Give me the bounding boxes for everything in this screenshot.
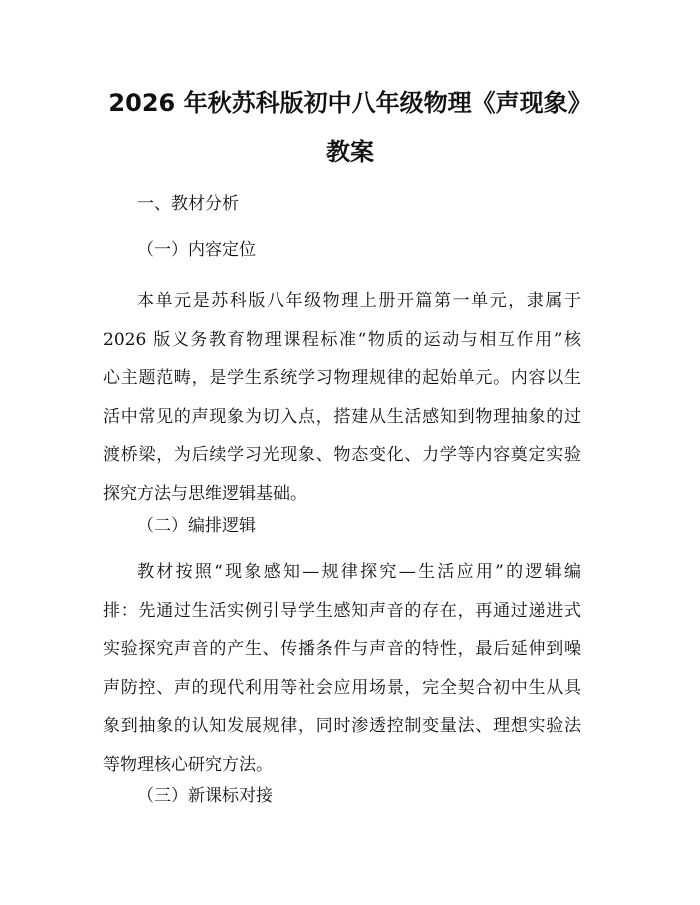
paragraph-line: 活中常见的声现象为切入点，搭建从生活感知到物理抽象的过	[103, 406, 581, 427]
paragraph-content-positioning	[103, 282, 581, 513]
paragraph-arrangement-logic	[103, 553, 581, 784]
paragraph-line: 2026 版义务教育物理课程标准“物质的运动与相互作用”核	[103, 329, 581, 350]
paragraph-line: 探究方法与思维逻辑基础。	[103, 483, 307, 504]
paragraph-line: 实验探究声音的产生、传播条件与声音的特性，最后延伸到噪	[103, 639, 581, 659]
document-title-line-2: 教案	[326, 138, 374, 166]
subsection-heading-new-curriculum-alignment: （三）新课标对接	[137, 786, 273, 806]
paragraph-line: 心主题范畴，是学生系统学习物理规律的起始单元。内容以生	[103, 368, 581, 388]
subsection-heading-content-positioning: （一）内容定位	[137, 240, 256, 260]
paragraph-line: 教材按照“现象感知—规律探究—生活应用”的逻辑编	[137, 562, 581, 582]
paragraph-line: 声防控、声的现代利用等社会应用场景，完全契合初中生从具	[103, 677, 581, 698]
section-heading-teaching-material-analysis: 一、教材分析	[137, 194, 239, 214]
paragraph-line: 渡桥梁，为后续学习光现象、物态变化、力学等内容奠定实验	[103, 445, 581, 465]
paragraph-line: 象到抽象的认知发展规律，同时渗透控制变量法、理想实验法	[103, 716, 581, 736]
document-title-line-1: 2026 年秋苏科版初中八年级物理《声现象》	[108, 89, 592, 117]
paragraph-line: 本单元是苏科版八年级物理上册开篇第一单元，隶属于	[137, 291, 581, 311]
subsection-heading-arrangement-logic: （二）编排逻辑	[137, 516, 256, 536]
paragraph-line: 等物理核心研究方法。	[103, 754, 273, 775]
paragraph-line: 排：先通过生活实例引导学生感知声音的存在，再通过递进式	[103, 600, 581, 621]
